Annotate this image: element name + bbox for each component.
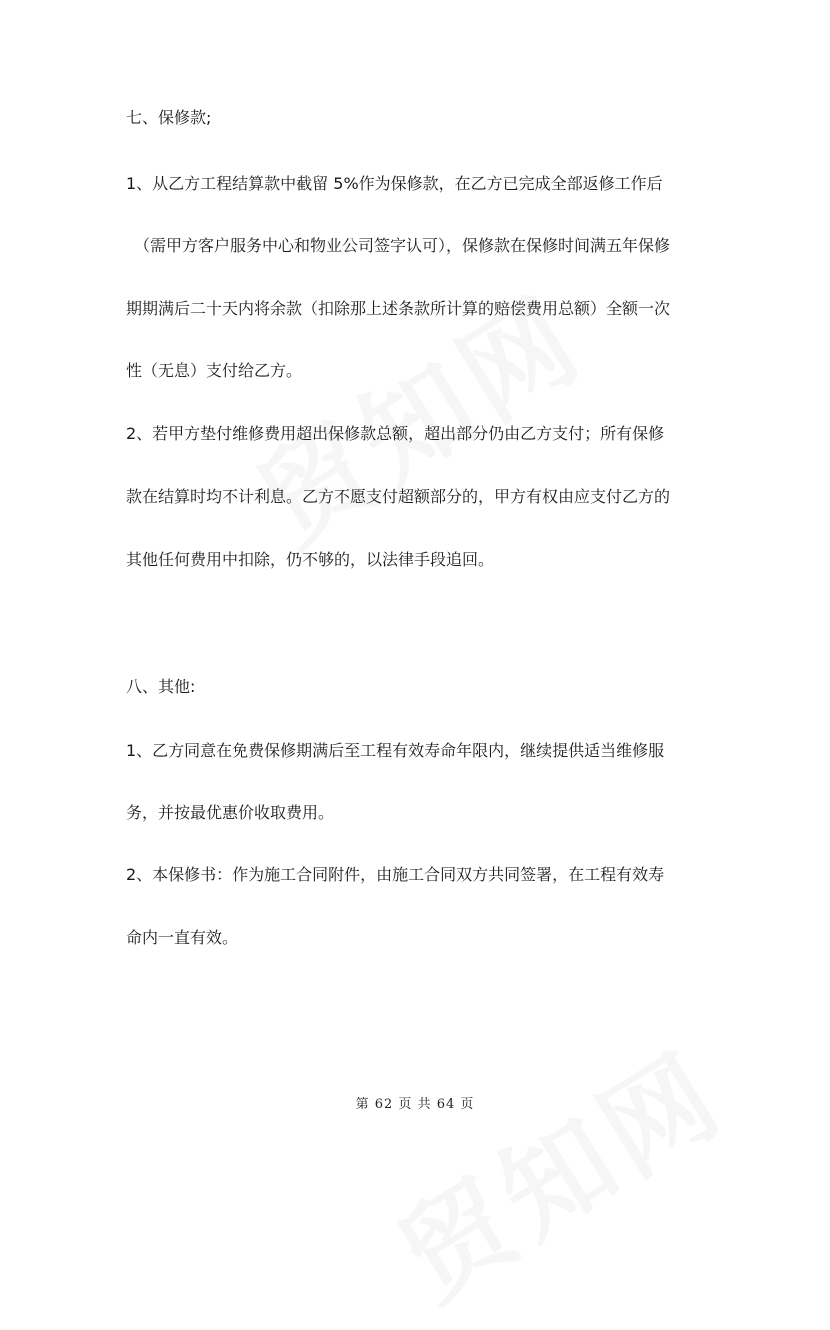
section-8-item-1-line-1: 1、乙方同意在免费保修期满后至工程有效寿命年限内，继续提供适当维修服 [126, 741, 665, 760]
section-7-item-1-line-3: 期期满后二十天内将余款（扣除那上述条款所计算的赔偿费用总额）全额一次 [126, 299, 671, 318]
section-7-heading: 七、保修款; [126, 108, 212, 127]
section-8-item-2-line-1: 2、本保修书：作为施工合同附件，由施工合同双方共同签署，在工程有效寿 [126, 865, 665, 884]
page-number-footer: 第 62 页 共 64 页 [355, 1097, 475, 1112]
section-7-item-1-line-1: 1、从乙方工程结算款中截留 5%作为保修款，在乙方已完成全部返修工作后 [126, 174, 663, 193]
section-8-heading: 八、其他: [126, 677, 196, 696]
section-8-item-2-line-2: 命内一直有效。 [126, 928, 239, 947]
watermark-bottom [365, 1008, 749, 1330]
section-7-item-2-line-3: 其他任何费用中扣除，仍不够的，以法律手段追回。 [126, 550, 495, 569]
section-8-item-1-line-2: 务，并按最优惠价收取费用。 [126, 803, 335, 822]
section-7-item-1-line-2: （需甲方客户服务中心和物业公司签字认可），保修款在保修时间满五年保修 [134, 236, 671, 255]
section-7-item-2-line-1: 2、若甲方垫付维修费用超出保修款总额，超出部分仍由乙方支付；所有保修 [126, 424, 665, 443]
section-7-item-1-line-4: 性（无息）支付给乙方。 [126, 361, 303, 380]
section-7-item-2-line-2: 款在结算时均不计利息。乙方不愿支付超额部分的，甲方有权由应支付乙方的 [126, 487, 671, 506]
